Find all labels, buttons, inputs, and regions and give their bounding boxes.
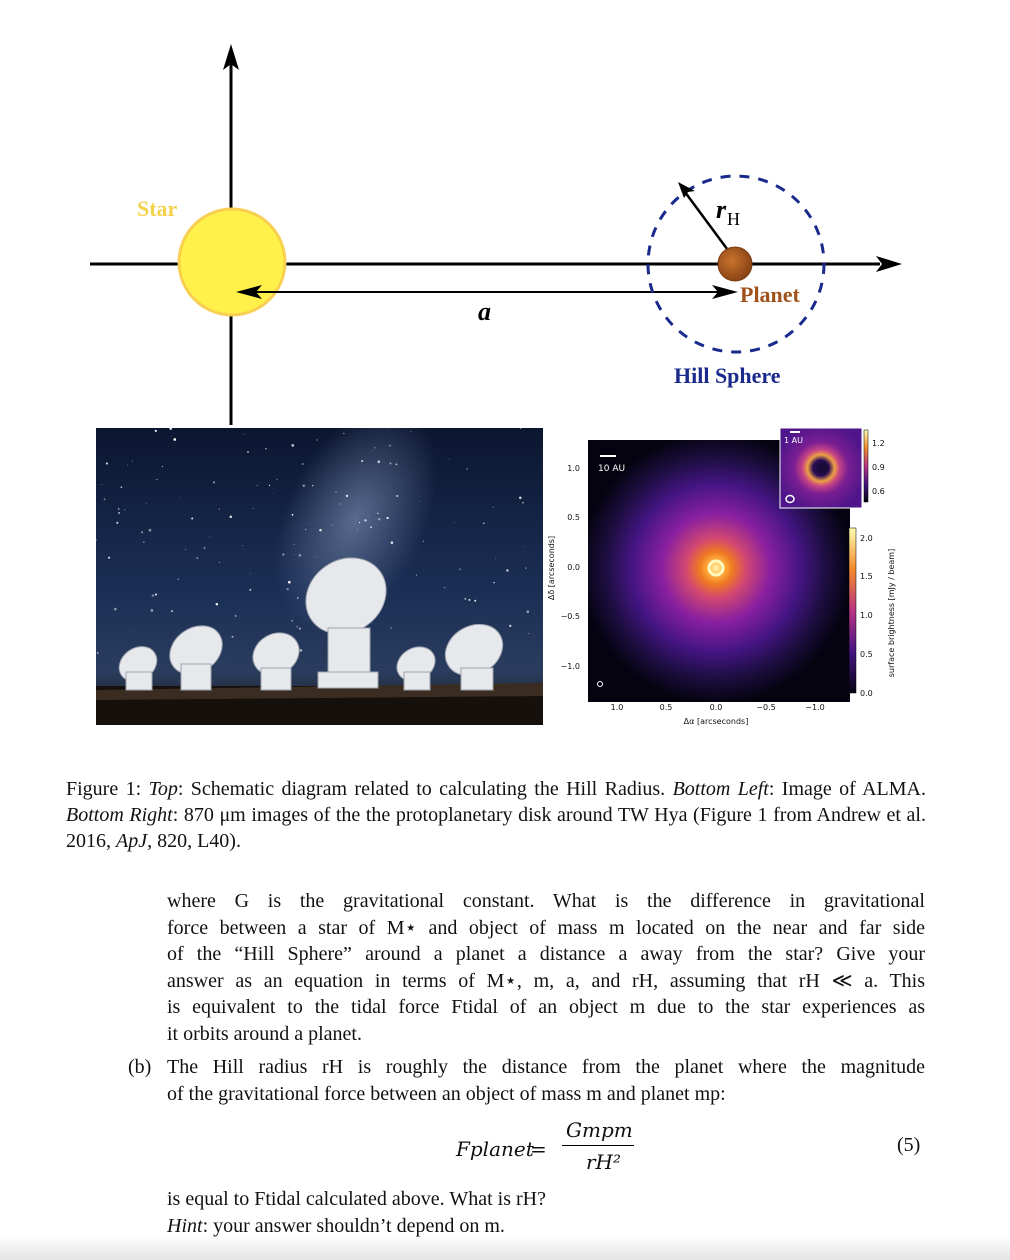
y-axis-label: Δδ [arcseconds] [547,535,556,601]
alma-photo [96,428,543,725]
equation-equals: = [530,1137,547,1161]
star-dot [370,526,372,528]
star-dot [287,588,289,590]
xtick-label: −0.5 [756,703,776,712]
inset-center [817,462,829,474]
star-dot [357,529,358,530]
part-b-line: of the gravitational force between an object of mass m and planet mp: [167,1082,726,1105]
star-dot [364,519,366,521]
star-dot [256,485,257,486]
star-dot [464,598,466,600]
star-dot [315,557,316,558]
ytick-label: −1.0 [560,662,580,671]
star-dot [250,573,251,574]
xtick-label: 1.0 [610,703,624,712]
star-label: Star [137,196,178,221]
star-dot [299,628,301,630]
caption-bottom-left-text: : Image of ALMA. [768,778,926,800]
star-dot [227,657,228,658]
equation-lhs: Fplanet [456,1137,534,1161]
star-dot [474,600,476,602]
star-dot [151,609,154,612]
part-b-text [167,1054,925,1107]
star-dot [216,603,218,605]
star-dot [420,501,421,502]
xtick-label: 0.5 [659,703,673,712]
equation-denominator: rH² [586,1150,622,1174]
main-colorbar [849,528,856,693]
colorbar-label: surface brightness [mJy / beam] [887,548,896,678]
star-dot [389,462,391,464]
star-dot [522,502,524,504]
star-dot [297,597,298,598]
star-dot [493,582,494,583]
rh-label: r [716,195,727,224]
star-dot [118,508,119,509]
star-dot [296,626,298,628]
star-dot [243,434,244,435]
star-dot [506,569,508,571]
star-dot [305,529,306,530]
part-b-line: The Hill radius rH is roughly the distance from the planet where the magnitude [167,1056,925,1078]
star-dot [528,633,529,634]
star-dot [204,547,206,549]
star-dot [332,525,333,526]
star-dot [303,485,305,487]
hill-sphere-label: Hill Sphere [674,363,781,388]
ytick-label: −0.5 [560,612,580,621]
caption-bottom-right-text: : 870 μm images of the the protoplanetary disk around TW Hya (Figure 1 from Andrew et al. 2016, [66,804,926,852]
caption-journal: ApJ [116,830,148,852]
star-dot [273,493,274,494]
star-dot [423,541,424,542]
star-dot [373,451,374,452]
ytick-label: 0.5 [567,513,580,522]
star-dot [346,495,348,497]
star-dot [106,462,108,464]
inset-colorbar [864,430,868,502]
star-dot [146,503,147,504]
star-dot [459,568,461,570]
star-dot [247,451,249,453]
part-a-line: is equivalent to the tidal force Ftidal of an object m due to the star experiences as [167,996,925,1018]
star-dot [525,567,526,568]
star-dot [361,460,363,462]
caption-top-text: : Schematic diagram related to calculating the Hill Radius. [177,778,673,800]
star-dot [396,495,398,497]
ytick-label: 0.0 [567,563,580,572]
xtick-label: −1.0 [805,703,825,712]
part-b-label: (b) [128,1056,152,1078]
cbar-main-tick: 1.5 [860,572,873,581]
planet-label: Planet [740,282,800,307]
star-dot [155,594,157,596]
star-dot [299,554,302,557]
star-dot [114,608,117,611]
star-dot [127,465,128,466]
star-dot [269,485,270,486]
star-dot [102,484,103,485]
caption-top-heading: Top [148,778,178,800]
star-dot [124,509,125,510]
part-a-line: where G is the gravitational constant. What is the difference in gravitational [167,890,925,912]
caption-fig-number: Figure 1: [66,778,149,800]
hint-text: : your answer shouldn’t depend on m. [202,1214,505,1237]
cbar-inset-tick: 0.9 [872,463,885,472]
star-dot [495,558,496,559]
star-dot [292,514,294,516]
star-dot [108,557,110,559]
tw-hya-disk-figure [544,428,904,733]
planet-circle [718,247,752,281]
star-dot [213,481,215,483]
star-dot [232,636,234,638]
star-dot [191,517,193,519]
star-dot [179,498,180,499]
caption-bottom-left-heading: Bottom Left [672,778,769,800]
part-a-line: answer as an equation in terms of M⋆, m, a, and rH, assuming that rH ≪ a. This [167,969,925,992]
star-dot [294,554,295,555]
star-dot [143,541,145,543]
part-a-text [167,888,925,1047]
part-b-question: is equal to Ftidal calculated above. What is rH? [167,1188,546,1210]
star-dot [378,518,380,520]
star-dot [288,581,291,584]
star-dot [319,529,322,532]
star-dot [391,541,394,544]
star-dot [374,447,375,448]
star-dot [416,574,417,575]
star-dot [368,516,369,517]
star-dot [219,508,220,509]
caption-bottom-right-heading: Bottom Right [66,804,173,826]
ytick-label: 1.0 [567,464,580,473]
star-dot [276,479,277,480]
cbar-main-tick: 1.0 [860,611,873,620]
star-dot [519,497,522,500]
star-dot [340,504,341,505]
star-dot [196,557,198,559]
star-dot [444,587,445,588]
star-dot [466,468,467,469]
star-dot [282,554,284,556]
star-dot [130,630,131,631]
star-dot [509,625,511,627]
star-dot [493,507,494,508]
xtick-label: 0.0 [709,703,723,712]
star-dot [265,448,267,450]
scale-bar-inset-label: 1 AU [784,436,803,445]
star-dot [294,544,295,545]
star-dot [242,545,243,546]
star-dot [209,537,210,538]
star-dot [173,438,176,441]
equation-numerator: Gmpm [566,1118,633,1142]
star-dot [156,479,158,481]
cbar-main-tick: 2.0 [860,534,873,543]
x-axis-label: Δα [arcseconds] [683,717,749,726]
star-dot [155,430,157,432]
star-dot [162,466,163,467]
star-dot [525,546,526,547]
star-dot [235,615,237,617]
star-dot [121,486,123,488]
star-dot [230,516,233,519]
part-a-line: of the “Hill Sphere” around a planet a distance a away from the star? Give your [167,943,925,965]
star-dot [526,610,529,613]
caption-citation-end: , 820, L40). [147,830,241,852]
scale-bar-main-label: 10 AU [598,464,626,474]
star-dot [104,498,106,500]
equation-fraction-bar [562,1145,634,1146]
star-dot [302,463,304,465]
part-b-after [167,1186,925,1239]
star-dot [118,512,120,514]
star-dot [116,522,118,524]
star-dot [291,620,293,622]
star-dot [249,589,251,591]
star-dot [132,461,133,462]
star-dot [152,594,154,596]
separation-label: a [478,297,491,326]
star-dot [141,531,143,533]
page-bottom-shadow [0,1236,1010,1260]
hint-label: Hint [167,1214,203,1237]
star-dot [253,508,254,509]
star-dot [468,599,470,601]
equation-number: (5) [897,1134,921,1156]
star-dot [378,460,381,463]
figure-caption [66,776,926,854]
part-a-line: force between a star of M⋆ and object of mass m located on the near and far side [167,916,925,939]
star-dot [291,444,294,447]
star-dot [343,433,344,434]
star-dot [359,522,360,523]
star-dot [171,610,173,612]
cbar-inset-tick: 0.6 [872,487,885,496]
star-dot [219,562,220,563]
star-dot [386,517,388,519]
part-a-line: it orbits around a planet. [167,1022,362,1045]
star-dot [395,463,397,465]
star-dot [316,439,317,440]
star-dot [377,513,378,514]
star-dot [178,579,179,580]
star-dot [335,492,336,493]
star-dot [97,652,99,654]
star-dot [410,431,411,432]
hill-radius-schematic [0,0,1010,430]
star-dot [391,627,392,628]
cbar-inset-tick: 1.2 [872,439,885,448]
star-dot [388,429,389,430]
star-dot [149,529,152,532]
cbar-main-tick: 0.0 [860,689,873,698]
star-dot [389,445,391,447]
star-circle [179,209,285,315]
star-dot [312,485,313,486]
star-dot [171,436,172,437]
star-dot [449,459,450,460]
star-dot [483,523,484,524]
cbar-main-tick: 0.5 [860,650,873,659]
star-dot [309,523,310,524]
star-dot [185,549,186,550]
star-dot [300,649,303,652]
rh-subscript: H [727,209,740,229]
star-dot [454,522,455,523]
